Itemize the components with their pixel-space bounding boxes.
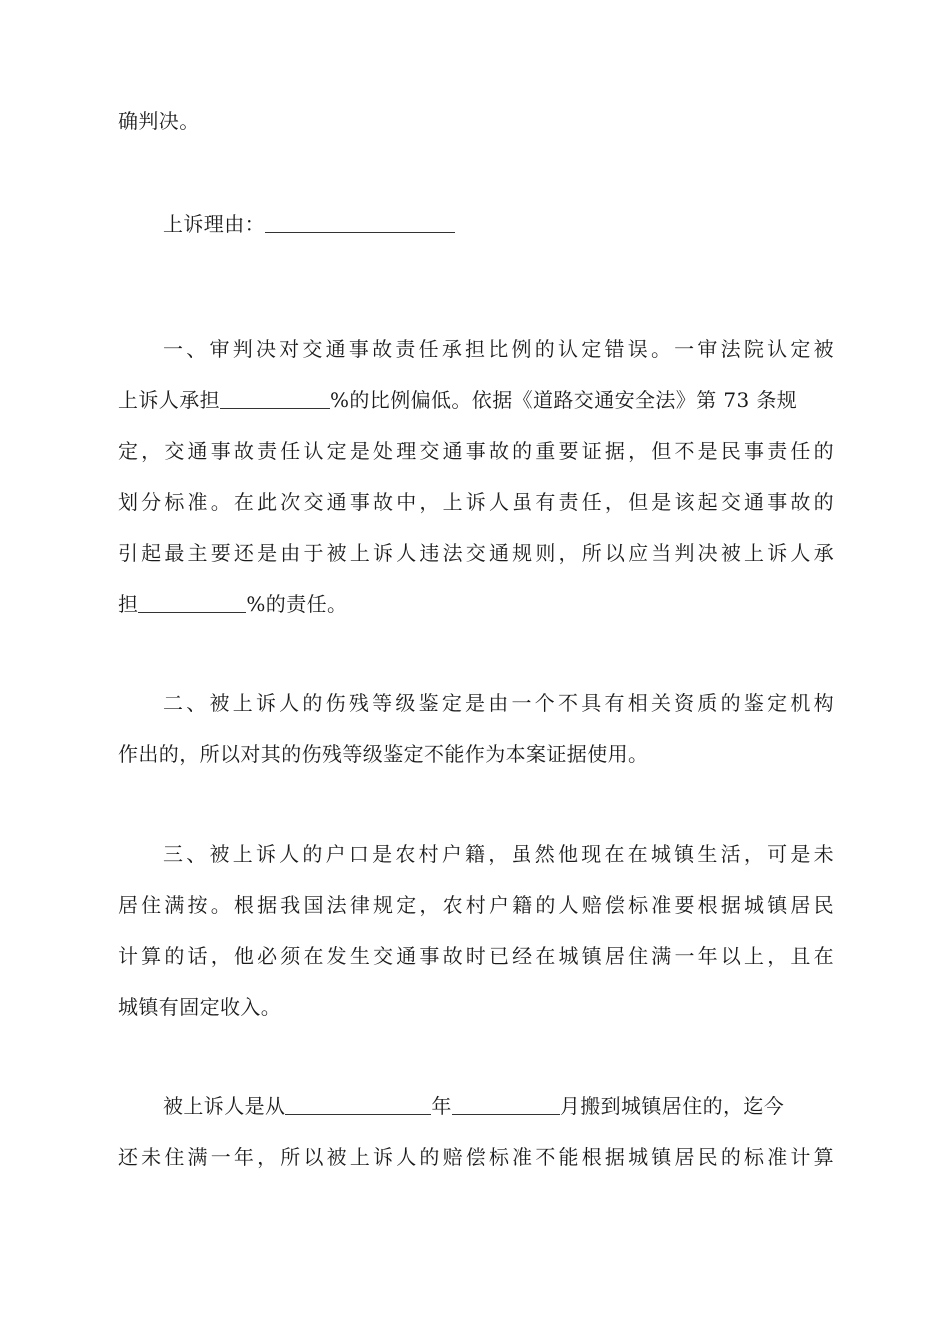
paragraph-1-line-3 — [118, 439, 834, 463]
text-fragment: 确判决。 — [118, 109, 200, 133]
text-fragment: 被上诉人是从 — [163, 1094, 286, 1118]
paragraph-1-line-5 — [118, 541, 834, 565]
text-fragment: 上诉人承担 — [118, 388, 220, 412]
appeal-reason-blank[interactable] — [265, 214, 455, 233]
paragraph-3-line-1 — [163, 842, 834, 866]
text-fragment: 二、被上诉人的伤残等级鉴定是由一个不具有相关资质的鉴定机构 — [163, 691, 834, 715]
paragraph-3-line-4 — [118, 995, 834, 1019]
paragraph-3-line-2 — [118, 893, 834, 917]
paragraph-1-line-6 — [118, 592, 834, 616]
move-year-blank[interactable] — [285, 1096, 431, 1115]
text-line — [118, 109, 834, 133]
text-fragment: 三、被上诉人的户口是农村户籍，虽然他现在在城镇生活，可是未 — [163, 842, 834, 866]
text-fragment: 一、审判决对交通事故责任承担比例的认定错误。一审法院认定被 — [163, 337, 834, 361]
paragraph-1-line-2 — [118, 388, 834, 412]
text-fragment: 作出的，所以对其的伤残等级鉴定不能作为本案证据使用。 — [118, 742, 649, 766]
text-fragment: %的比例偏低。依据《道路交通安全法》第 73 条规 — [330, 388, 798, 412]
text-fragment: 引起最主要还是由于被上诉人违法交通规则，所以应当判决被上诉人承 — [118, 541, 834, 565]
paragraph-1-line-4 — [118, 490, 834, 514]
text-fragment: 划分标准。在此次交通事故中，上诉人虽有责任，但是该起交通事故的 — [118, 490, 834, 514]
text-fragment: 城镇有固定收入。 — [118, 995, 282, 1019]
responsibility-percent-blank[interactable] — [220, 390, 330, 409]
text-fragment: 年 — [431, 1094, 452, 1118]
liability-percent-blank[interactable] — [138, 594, 246, 613]
text-fragment: 计算的话，他必须在发生交通事故时已经在城镇居住满一年以上，且在 — [118, 944, 834, 968]
paragraph-2-line-2 — [118, 742, 834, 766]
text-fragment: 定，交通事故责任认定是处理交通事故的重要证据，但不是民事责任的 — [118, 439, 834, 463]
text-fragment: 居住满按。根据我国法律规定，农村户籍的人赔偿标准要根据城镇居民 — [118, 893, 834, 917]
text-fragment: 月搬到城镇居住的，迄今 — [559, 1094, 785, 1118]
appeal-reason-label: 上诉理由： — [163, 212, 265, 236]
paragraph-4-line-2 — [118, 1145, 834, 1169]
text-fragment: 担 — [118, 592, 139, 616]
move-month-blank[interactable] — [452, 1096, 560, 1115]
appeal-reason-heading — [163, 212, 455, 236]
paragraph-2-line-1 — [163, 691, 834, 715]
text-fragment: 还未住满一年，所以被上诉人的赔偿标准不能根据城镇居民的标准计算 — [118, 1145, 834, 1169]
text-fragment: %的责任。 — [246, 592, 348, 616]
paragraph-1-line-1 — [163, 337, 834, 361]
paragraph-3-line-3 — [118, 944, 834, 968]
paragraph-4-line-1 — [163, 1094, 834, 1118]
